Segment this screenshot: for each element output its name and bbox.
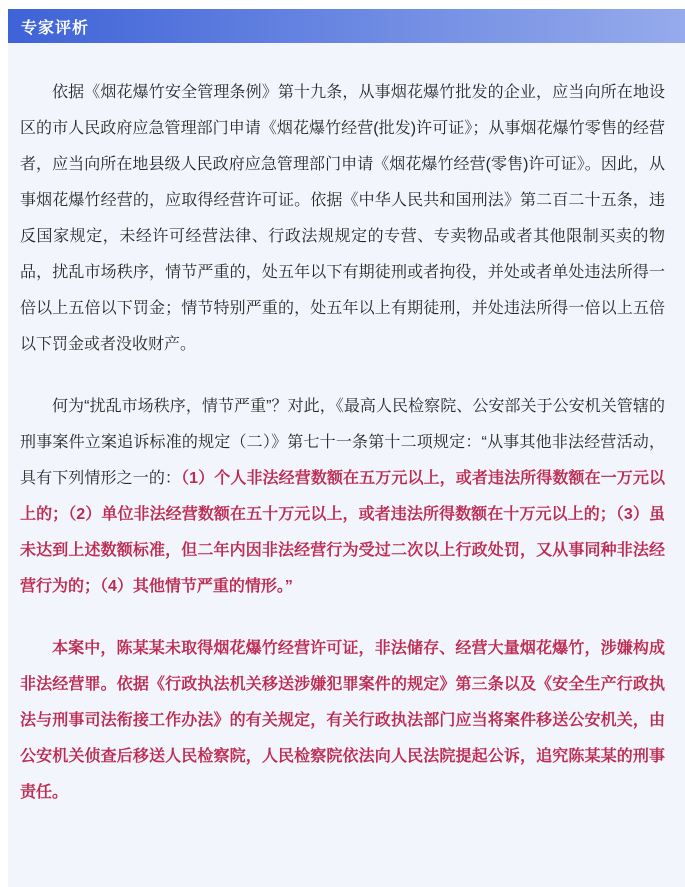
header-bar	[8, 9, 685, 43]
page-title: 专家评析	[21, 19, 90, 37]
text-segment: 本案中，陈某某未取得烟花爆竹经营许可证，非法储存、经营大量烟花爆竹，涉嫌构成非法经营罪。依据《行政执法机关移送涉嫌犯罪案件的规定》第三条以及《安全生产行政执法与刑事司法衔接工作办法》的有关规定，有关行政执法部门应当将案件移送公安机关，由公安机关侦查后移送人民检察院，人民检察院依法向人民法院提起公诉，追究陈某某的刑事责任。	[20, 640, 665, 801]
paragraph	[20, 75, 665, 363]
content-area	[8, 43, 685, 887]
text-segment: 依据《烟花爆竹安全管理条例》第十九条，从事烟花爆竹批发的企业，应当向所在地设区的市人民政府应急管理部门申请《烟花爆竹经营(批发)许可证》；从事烟花爆竹零售的经营者，应当向所在地县级人民政府应急管理部门申请《烟花爆竹经营(零售)许可证》。因此，从事烟花爆竹经营的，应取得经营许可证。依据《中华人民共和国刑法》第二百二十五条，违反国家规定，未经许可经营法律、行政法规规定的专营、专卖物品或者其他限制买卖的物品，扰乱市场秩序，情节严重的，处五年以下有期徒刑或者拘役，并处或者单处违法所得一倍以上五倍以下罚金；情节特别严重的，处五年以上有期徒刑，并处违法所得一倍以上五倍以下罚金或者没收财产。	[20, 84, 665, 353]
paragraph	[20, 631, 665, 811]
paragraph	[20, 389, 665, 605]
text-segment: （1）个人非法经营数额在五万元以上，或者违法所得数额在一万元以上的；（2）单位非法经营数额在五十万元以上，或者违法所得数额在十万元以上的；（3）虽未达到上述数额标准，但二年内因非法经营行为受过二次以上行政处罚，又从事同种非法经营行为的；（4）其他情节严重的情形。”	[20, 470, 665, 595]
text-segment: 何为“扰乱市场秩序，情节严重”？对此，《最高人民检察院、公安部关于公安机关管辖的刑事案件立案追诉标准的规定（二）》第七十一条第十二项规定：“从事其他非法经营活动，具有下列情形之一的：	[20, 398, 665, 487]
expert-analysis-panel	[8, 9, 685, 887]
